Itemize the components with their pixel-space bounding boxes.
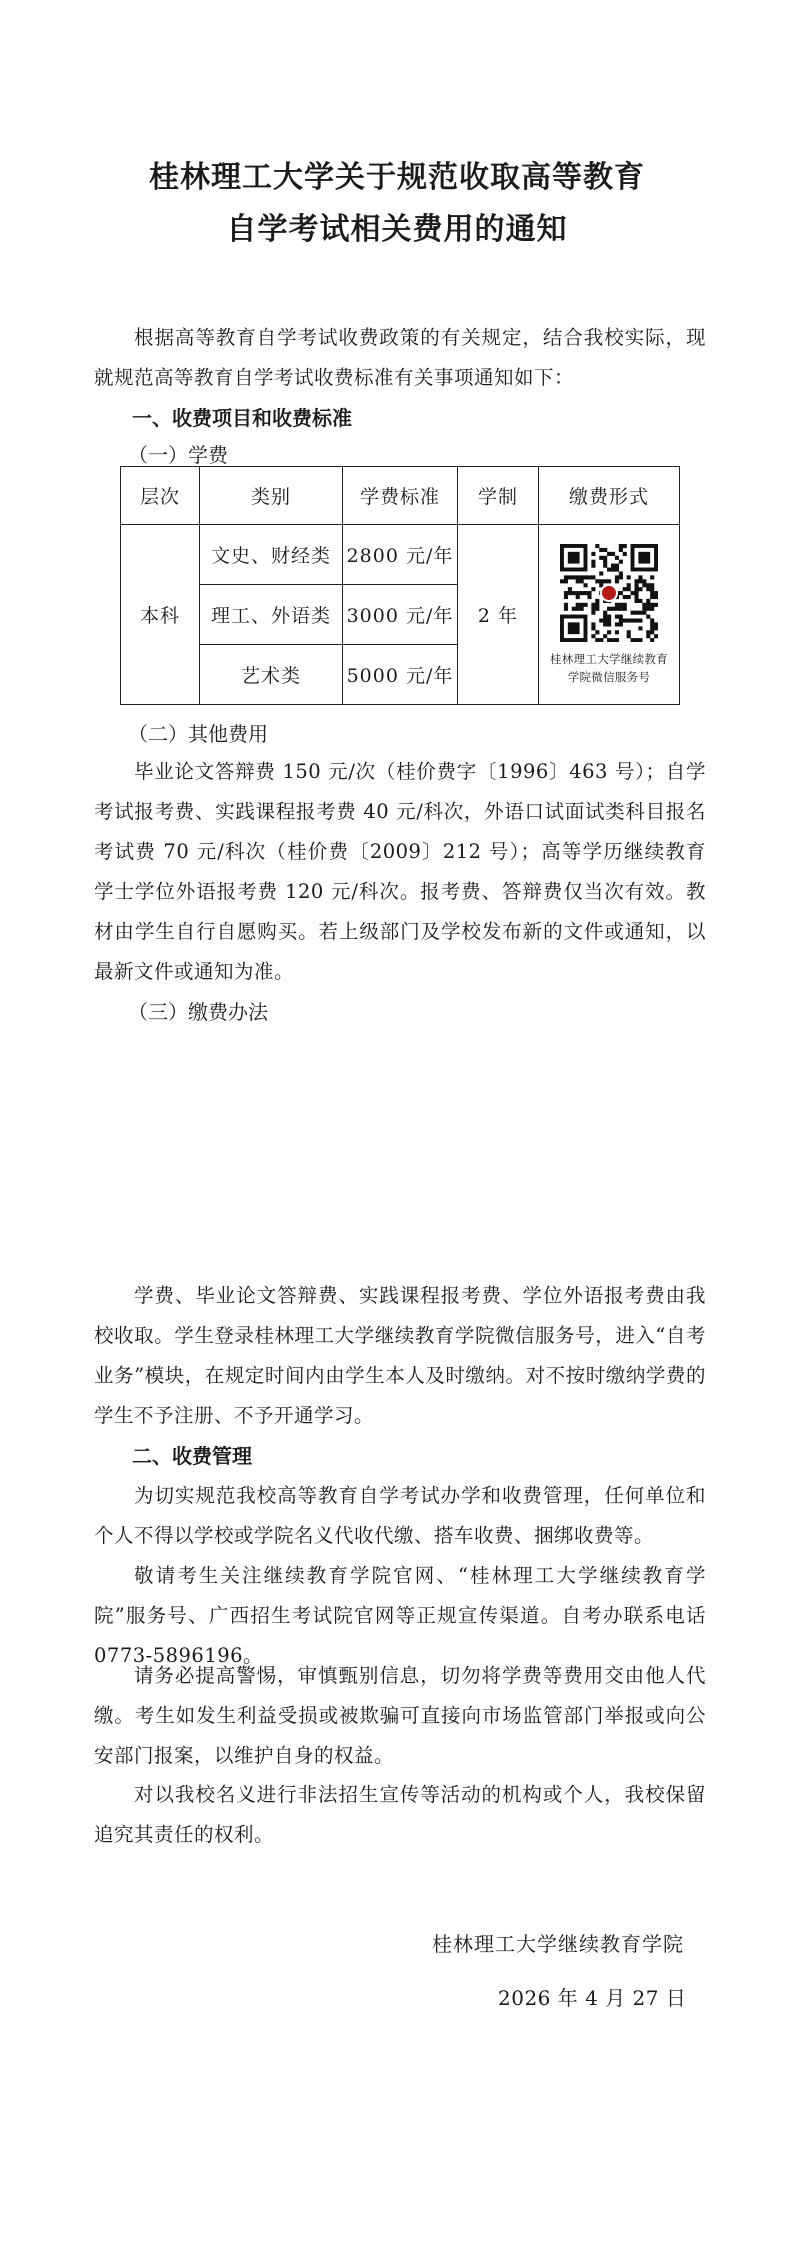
fee-table [120, 466, 680, 705]
intro-paragraph: 根据高等教育自学考试收费政策的有关规定，结合我校实际，现就规范高等教育自学考试收费标准有关事项通知如下： [94, 326, 706, 389]
fee-cell: 3000 元/年 [343, 585, 458, 645]
payment-method-subheading: （三）缴费办法 [128, 1000, 268, 1024]
signature-date: 2026 年 4 月 27 日 [498, 1986, 687, 2010]
level-cell: 本科 [121, 525, 200, 705]
other-fees-paragraph: 毕业论文答辩费 150 元/次（桂价费字〔1996〕463 号）；自学考试报考费、实践课程报考费 40 元/科次，外语口试面试类科目报名考试费 70 元/科次（桂价费〔2009〕212 号）；高等学历继续教育学士学位外语报考费 120 元/科次。报考费、答辩费仅当次有效。教材由学生自行自愿购买。若上级部门及学校发布新的文件或通知，以最新文件或通知为准。 [94, 760, 706, 983]
tuition-subheading: （一）学费 [128, 443, 228, 467]
header-fee: 学费标准 [343, 467, 458, 525]
management-paragraph-3: 请务必提高警惕，审慎甄别信息，切勿将学费等费用交由他人代缴。考生如发生利益受损或被欺骗可直接向市场监管部门举报或向公安部门报案，以维护自身的权益。 [94, 1664, 706, 1767]
category-cell: 文史、财经类 [200, 525, 343, 585]
fee-table-header-row [121, 467, 680, 525]
header-payment-form: 缴费形式 [539, 467, 680, 525]
management-paragraph-2: 敬请考生关注继续教育学院官网、“桂林理工大学继续教育学院”服务号、广西招生考试院官网等正规宣传渠道。自考办联系电话 0773-5896196。 [94, 1564, 706, 1667]
fee-cell: 5000 元/年 [343, 645, 458, 705]
other-fees-subheading: （二）其他费用 [128, 722, 268, 746]
table-row [121, 525, 680, 585]
duration-cell: 2 年 [458, 525, 539, 705]
signature-org: 桂林理工大学继续教育学院 [432, 1932, 684, 1956]
payment-paragraph: 学费、毕业论文答辩费、实践课程报考费、学位外语报考费由我校收取。学生登录桂林理工大学继续教育学院微信服务号，进入“自考业务”模块，在规定时间内由学生本人及时缴纳。对不按时缴纳学费的学生不予注册、不予开通学习。 [94, 1284, 706, 1427]
category-cell: 理工、外语类 [200, 585, 343, 645]
header-duration: 学制 [458, 467, 539, 525]
doc-title-line2: 自学考试相关费用的通知 [226, 212, 568, 247]
section1-heading: 一、收费项目和收费标准 [132, 406, 352, 430]
wechat-qr-code[interactable] [560, 544, 658, 642]
header-category: 类别 [200, 467, 343, 525]
section2-heading: 二、收费管理 [132, 1444, 252, 1468]
qr-caption-line1: 桂林理工大学继续教育 [550, 651, 668, 666]
management-paragraph-4: 对以我校名义进行非法招生宣传等活动的机构或个人，我校保留追究其责任的权利。 [94, 1783, 706, 1846]
management-paragraph-1: 为切实规范我校高等教育自学考试办学和收费管理，任何单位和个人不得以学校或学院名义代收代缴、搭车收费、捆绑收费等。 [94, 1484, 706, 1547]
doc-title-line1: 桂林理工大学关于规范收取高等教育 [149, 160, 645, 195]
qr-caption [550, 650, 668, 686]
category-cell: 艺术类 [200, 645, 343, 705]
payment-form-cell [539, 525, 680, 705]
fee-cell: 2800 元/年 [343, 525, 458, 585]
qr-caption-line2: 学院微信服务号 [567, 669, 651, 684]
header-level: 层次 [121, 467, 200, 525]
